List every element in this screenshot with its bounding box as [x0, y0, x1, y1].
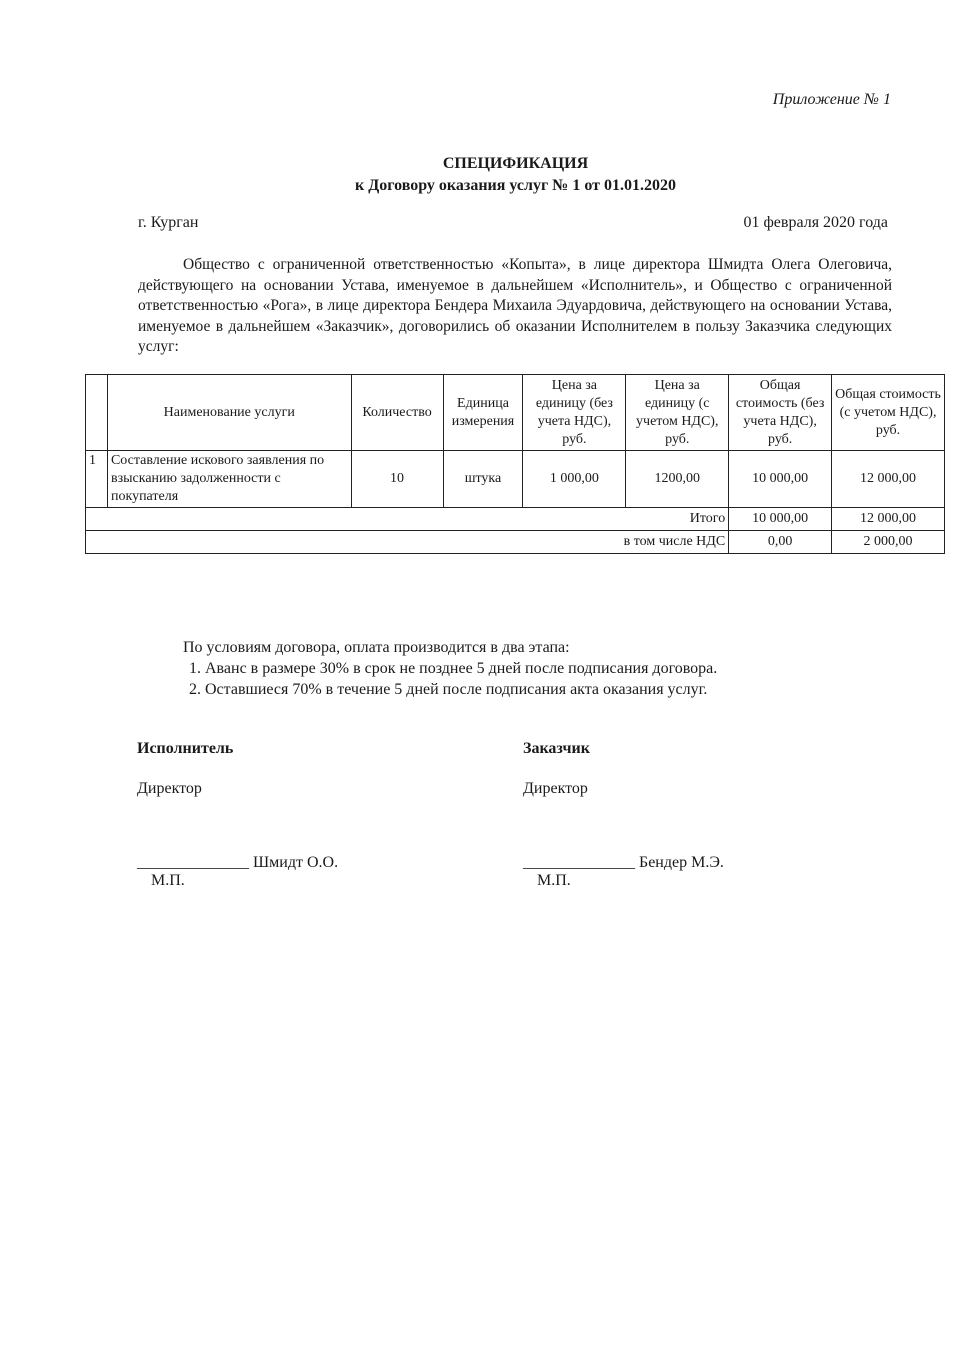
row-price-vat: 1200,00 — [626, 451, 729, 508]
document-subtitle: к Договору оказания услуг № 1 от 01.01.2020 — [355, 177, 676, 194]
place-date-row — [138, 214, 888, 232]
header-num — [86, 375, 108, 451]
row-qty: 10 — [351, 451, 443, 508]
list-item: 2. Оставшиеся 70% в течение 5 дней после подписания акта оказания услуг. — [205, 679, 717, 700]
terms-list — [183, 658, 717, 700]
executor-stamp-label: М.П. — [151, 872, 185, 889]
document-date: 01 февраля 2020 года — [743, 214, 888, 231]
executor-signature-line: ______________ Шмидт О.О. — [137, 854, 339, 871]
header-price-vat: Цена за единицу (с учетом НДС), руб. — [626, 375, 729, 451]
header-unit: Единица измерения — [443, 375, 523, 451]
vat-net: 0,00 — [729, 531, 832, 554]
customer-role: Директор — [523, 780, 588, 797]
title-block — [0, 153, 961, 197]
row-price-net: 1 000,00 — [523, 451, 626, 508]
vat-amount: 2 000,00 — [832, 531, 945, 554]
executor-signature-block — [137, 740, 338, 890]
row-unit: штука — [443, 451, 523, 508]
document-title: СПЕЦИФИКАЦИЯ — [442, 155, 589, 172]
header-total-net: Общая стоимость (без учета НДС), руб. — [729, 375, 832, 451]
row-total-net: 10 000,00 — [729, 451, 832, 508]
terms-lead: По условиям договора, оплата производится в два этапа: — [183, 639, 570, 656]
table-header-row — [86, 375, 945, 451]
appendix-label: Приложение № 1 — [772, 91, 891, 108]
executor-role: Директор — [137, 780, 202, 797]
customer-signature-line: ______________ Бендер М.Э. — [523, 854, 724, 871]
city: г. Курган — [138, 214, 199, 231]
total-net: 10 000,00 — [729, 508, 832, 531]
vat-row — [86, 531, 945, 554]
total-label: Итого — [86, 508, 729, 531]
customer-stamp-label: М.П. — [537, 872, 571, 889]
total-row — [86, 508, 945, 531]
customer-heading: Заказчик — [523, 740, 590, 757]
header-price-net: Цена за единицу (без учета НДС), руб. — [523, 375, 626, 451]
payment-terms — [183, 637, 717, 700]
row-num: 1 — [86, 451, 108, 508]
vat-label: в том числе НДС — [86, 531, 729, 554]
row-total-vat: 12 000,00 — [832, 451, 945, 508]
specification-table — [85, 374, 945, 554]
header-total-vat: Общая стоимость (с учетом НДС), руб. — [832, 375, 945, 451]
header-qty: Количество — [351, 375, 443, 451]
table-row — [86, 451, 945, 508]
customer-signature-block — [523, 740, 724, 890]
total-vat: 12 000,00 — [832, 508, 945, 531]
intro-text: Общество с ограниченной ответственностью «Копыта», в лице директора Шмидта Олега Олеговича, действующего на основании Устава, именуемое в дальнейшем «Исполнитель», и Общество с ограниченной ответственностью «Рога», в лице директора Бендера Михаила Эдуардовича, действующего на основании Устава, именуемое в дальнейшем «Заказчик», договорились об оказании Исполнителем в пользу Заказчика следующих услуг: — [138, 256, 892, 355]
intro-paragraph — [138, 255, 892, 358]
executor-heading: Исполнитель — [137, 740, 234, 757]
row-name: Составление искового заявления по взысканию задолженности с покупателя — [107, 451, 351, 508]
header-name: Наименование услуги — [107, 375, 351, 451]
list-item: 1. Аванс в размере 30% в срок не позднее 5 дней после подписания договора. — [205, 658, 717, 679]
